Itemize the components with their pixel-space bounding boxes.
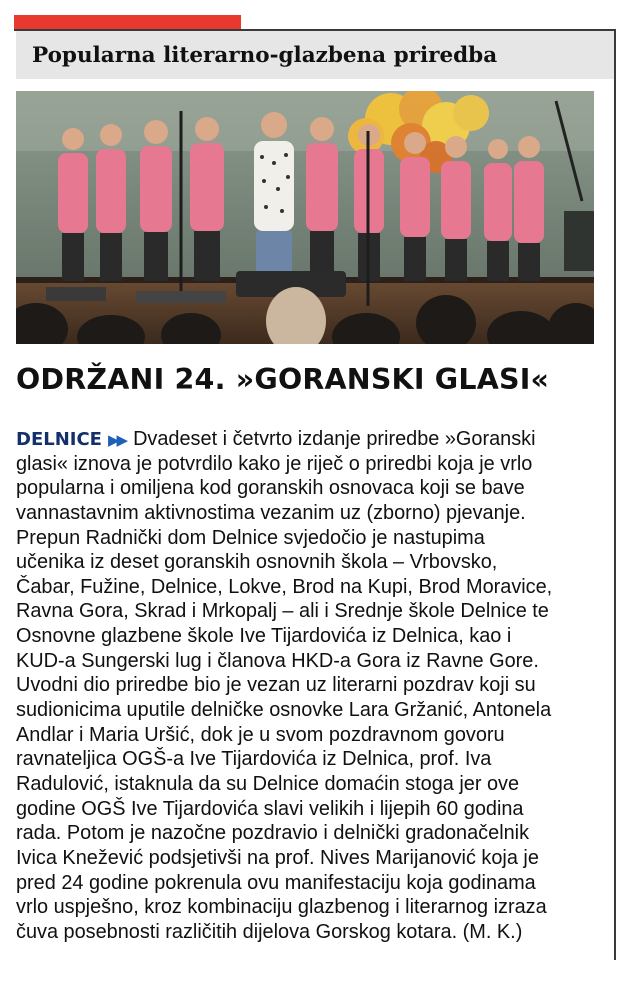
article-first-line — [16, 427, 612, 452]
article-line: Ivica Knežević podsjetivši na prof. Nives Marijanović koja je — [16, 846, 539, 869]
article-line: KUD-a Sungerski lug i članova HKD-a Gora iz Ravne Gore. — [16, 649, 539, 672]
article-line: sudionicima uputile delničke osnovke Lara Gržanić, Antonela — [16, 699, 552, 722]
article-line: učenika iz deset goranskih osnovnih škola – Vrbovsko, — [16, 551, 498, 574]
article-line: Ravna Gora, Skrad i Mrkopalj – ali i Srednje škole Delnice te — [16, 600, 549, 623]
article-line: Radulović, istaknula da su Delnice domaćin stoga jer ove — [16, 772, 520, 795]
article-line: vrlo uspješno, kroz kombinaciju glazbenog i literarnog izraza — [16, 896, 547, 919]
article-line: Osnovne glazbene škole Ive Tijardovića iz Delnica, kao i — [16, 625, 512, 648]
article-line: Uvodni dio priredbe bio je vezan uz literarni pozdrav koji su — [16, 674, 536, 697]
article-line: Andlar i Maria Uršić, dok je u svom pozdravnom govoru — [16, 723, 505, 746]
article-line: rada. Potom je nazočne pozdravio i delnički gradonačelnik — [16, 822, 530, 845]
article-line: popularna i omiljena kod goranskih osnovaca koji se bave — [16, 477, 525, 500]
article-line: ravnateljica OGŠ-a Ive Tijardovića iz Delnica, prof. Iva — [16, 748, 492, 771]
article-line: pred 24 godine pokrenula ovu manifestaciju koja godinama — [16, 871, 536, 894]
article-line: vannastavnim aktivnostima vezanim uz (zborno) pjevanje. — [16, 501, 526, 524]
article-line: godine OGŠ Ive Tijardovića slavi velikih i lijepih 60 godina — [16, 797, 524, 820]
article-line: glasi« iznova je potvrdilo kako je riječ o priredbi koja je vrlo — [16, 452, 533, 475]
article-body — [16, 427, 612, 944]
section-accent-bar — [14, 15, 241, 29]
article-line: Prepun Radnički dom Delnice svjedočio je nastupima — [16, 526, 485, 549]
frame-right-rule — [614, 29, 616, 960]
double-chevron-right-icon: ▶▶ — [107, 432, 126, 449]
dateline: DELNICE — [16, 429, 102, 450]
article-line: Dvadeset i četvrto izdanje priredbe »Goranski — [133, 428, 536, 450]
article-line: čuva posebnosti različitih dijelova Gorskog kotara. (M. K.) — [16, 920, 523, 943]
kicker-banner — [16, 31, 614, 79]
article-line: Čabar, Fužine, Delnice, Lokve, Brod na Kupi, Brod Moravice, — [16, 575, 553, 598]
kicker-text: Popularna literarno-glazbena priredba — [32, 42, 498, 68]
article-headline: ODRŽANI 24. »GORANSKI GLASI« — [16, 363, 550, 396]
stage-choir-photo — [16, 91, 594, 344]
